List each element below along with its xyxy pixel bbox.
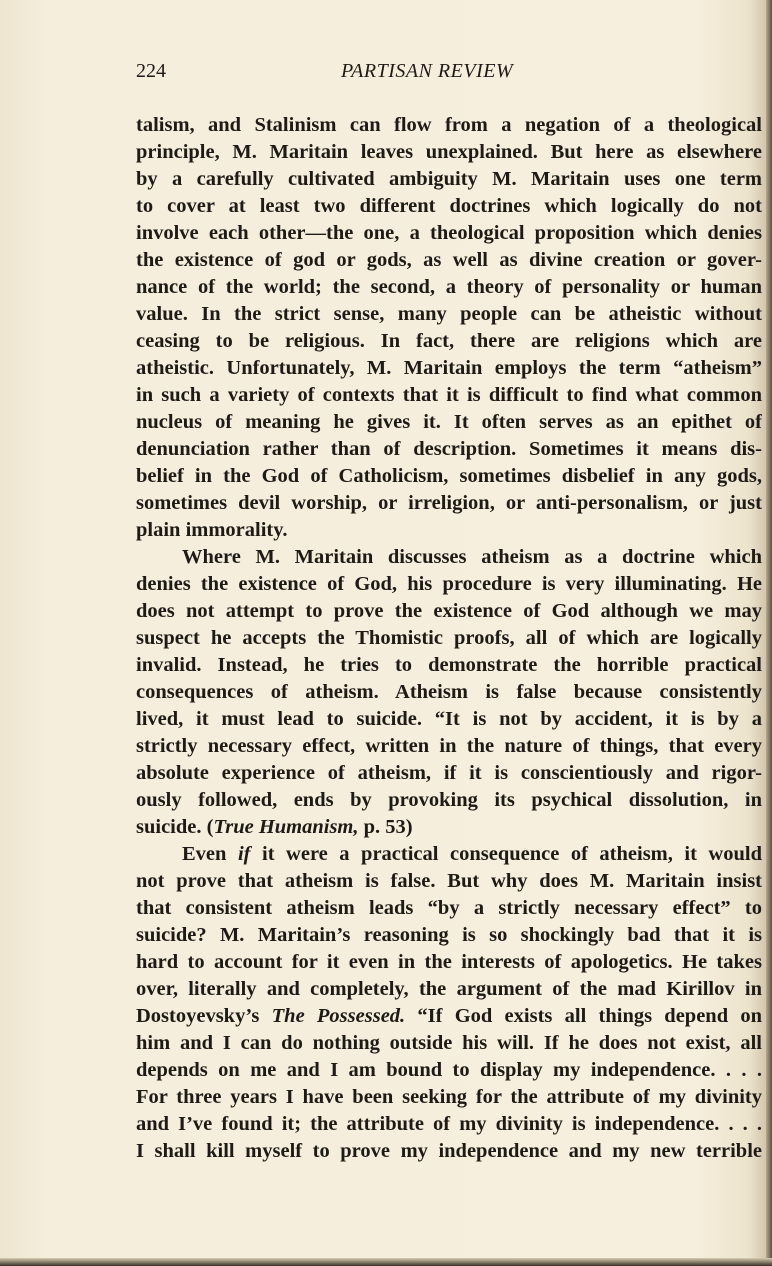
text-line: denies the existence of God, his procedure is very illuminating. He xyxy=(136,573,762,595)
text-segment: p. 53) xyxy=(358,816,413,838)
text-line: denunciation rather than of description. Sometimes it means dis- xyxy=(136,438,762,460)
page-edge-shadow xyxy=(766,0,772,1266)
body-text xyxy=(136,112,762,1165)
text-line: depends on me and I am bound to display my independence. . . . xyxy=(136,1059,762,1081)
text-line: Where M. Maritain discusses atheism as a doctrine which xyxy=(182,546,762,568)
text-line: over, literally and completely, the argument of the mad Kirillov in xyxy=(136,978,762,1000)
text-line: lived, it must lead to suicide. “It is not by accident, it is by a xyxy=(136,708,762,730)
text-line: involve each other—the one, a theological proposition which denies xyxy=(136,222,762,244)
text-line: sometimes devil worship, or irreligion, or anti-personalism, or just xyxy=(136,492,762,514)
text-line: does not attempt to prove the existence of God although we may xyxy=(136,600,762,622)
italic-title: The Possessed. xyxy=(271,1005,406,1027)
text-line: strictly necessary effect, written in the nature of things, that every xyxy=(136,735,762,757)
text-line: him and I can do nothing outside his will. If he does not exist, all xyxy=(136,1032,762,1054)
text-line: hard to account for it even in the interests of apologetics. He takes xyxy=(136,951,762,973)
page-bottom-shadow xyxy=(0,1258,772,1266)
text-line xyxy=(136,841,762,868)
text-line: the existence of god or gods, as well as divine creation or gover- xyxy=(136,249,762,271)
text-line: suspect he accepts the Thomistic proofs, all of which are logically xyxy=(136,627,762,649)
page-header xyxy=(136,60,762,86)
text-line: suicide? M. Maritain’s reasoning is so shockingly bad that it is xyxy=(136,924,762,946)
text-line: in such a variety of contexts that it is difficult to find what common xyxy=(136,384,762,406)
text-line: ously followed, ends by provoking its psychical dissolution, in xyxy=(136,789,762,811)
text-segment: Dostoyevsky’s xyxy=(136,1005,272,1027)
text-line xyxy=(136,1003,762,1030)
text-line: and I’ve found it; the attribute of my divinity is independence. . . . xyxy=(136,1113,762,1135)
text-line: by a carefully cultivated ambiguity M. Maritain uses one term xyxy=(136,168,762,190)
text-line: ceasing to be religious. In fact, there are religions which are xyxy=(136,330,762,352)
italic-title: True Humanism, xyxy=(213,816,359,838)
text-line: absolute experience of atheism, if it is conscientiously and rigor- xyxy=(136,762,762,784)
text-line: to cover at least two different doctrines which logically do not xyxy=(136,195,762,217)
text-line: atheistic. Unfortunately, M. Maritain employs the term “atheism” xyxy=(136,357,762,379)
text-line: nance of the world; the second, a theory of personality or human xyxy=(136,276,762,298)
text-segment: suicide. ( xyxy=(136,816,214,838)
text-line xyxy=(136,814,762,841)
text-line: talism, and Stalinism can flow from a negation of a theological xyxy=(136,114,762,136)
text-line: value. In the strict sense, many people can be atheistic without xyxy=(136,303,762,325)
text-segment: Even xyxy=(182,843,238,865)
text-line: belief in the God of Catholicism, sometimes disbelief in any gods, xyxy=(136,465,762,487)
italic-title: if xyxy=(237,843,251,865)
text-line: invalid. Instead, he tries to demonstrate the horrible practical xyxy=(136,654,762,676)
text-line: For three years I have been seeking for the attribute of my divinity xyxy=(136,1086,762,1108)
text-line: I shall kill myself to prove my independence and my new terrible xyxy=(136,1140,762,1162)
text-line: not prove that atheism is false. But why does M. Maritain insist xyxy=(136,870,762,892)
text-line: consequences of atheism. Atheism is false because consistently xyxy=(136,681,762,703)
text-line: nucleus of meaning he gives it. It often serves as an epithet of xyxy=(136,411,762,433)
text-segment: “If God exists all things depend on xyxy=(405,1005,762,1027)
text-line: that consistent atheism leads “by a strictly necessary effect” to xyxy=(136,897,762,919)
text-line: plain immorality. xyxy=(136,519,288,541)
running-head: PARTISAN REVIEW xyxy=(341,60,514,82)
text-segment: it were a practical consequence of atheism, it would xyxy=(250,843,762,865)
text-line: principle, M. Maritain leaves unexplained. But here as elsewhere xyxy=(136,141,762,163)
page-number: 224 xyxy=(136,60,166,82)
